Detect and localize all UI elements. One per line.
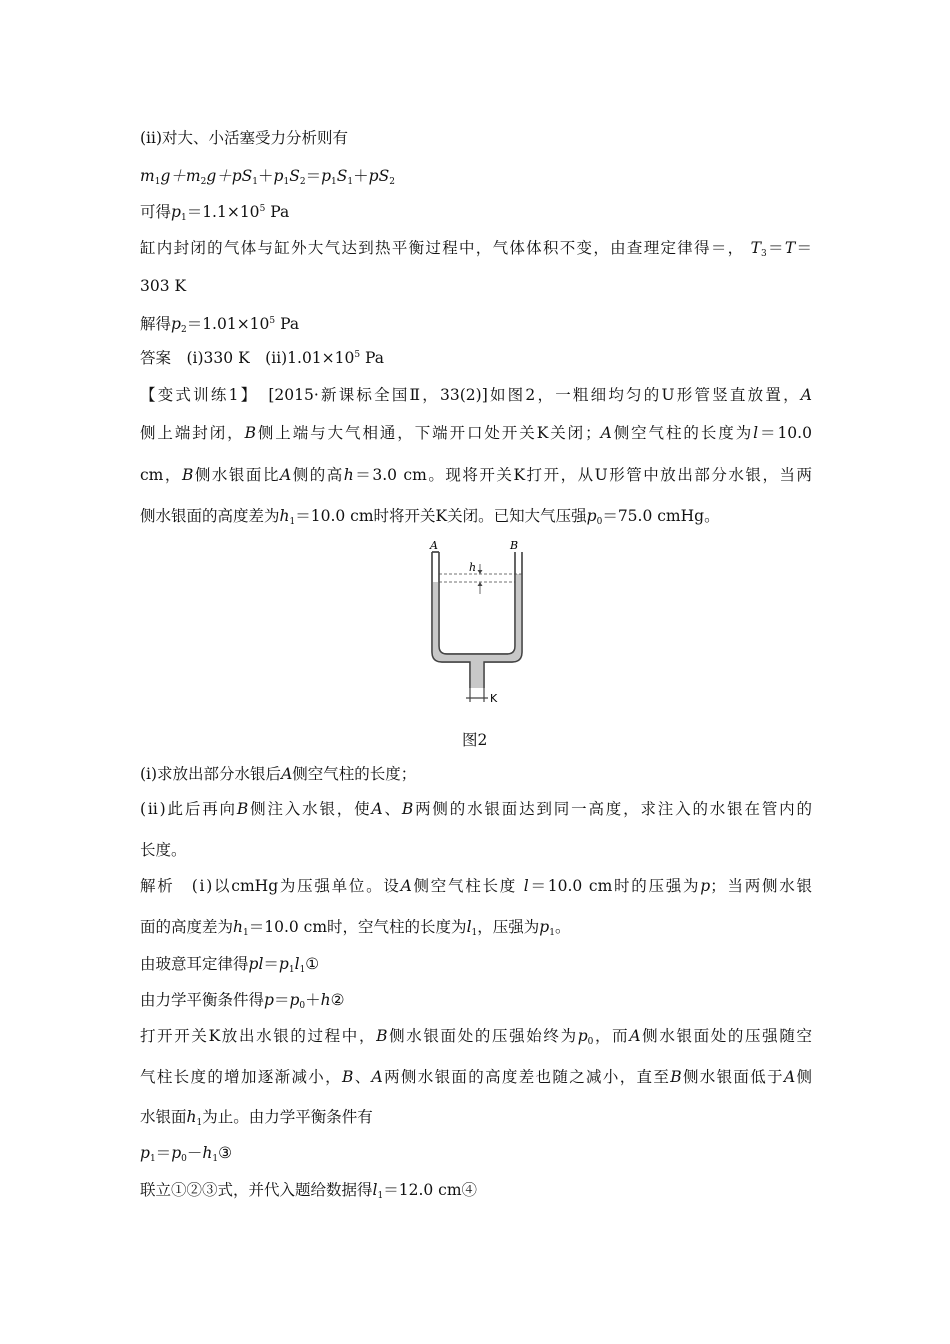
text-line-15: 解析 (ⅰ)以cmHg为压强单位。设A侧空气柱长度 l＝10.0 cm时的压强为p；当两侧水银 bbox=[140, 877, 812, 895]
text-line-17: 由玻意耳定律得$pl=p_1l_1①$ bbox=[140, 955, 320, 975]
text-line-10: cm，B侧水银面比A侧的高h＝3.0 cm。现将开关K打开，从U形管中放出部分水银，当两 bbox=[140, 466, 812, 484]
text-line-5: 303 K bbox=[140, 277, 187, 295]
text-line-13: (ⅱ)此后再向B侧注入水银，使A、B两侧的水银面达到同一高度，求注入的水银在管内的 bbox=[140, 800, 812, 818]
text-line-14: 长度。 bbox=[140, 841, 187, 859]
text-line-23: 联立①②③式，并代入题给数据得$l_1=12.0$ cm④ bbox=[140, 1181, 478, 1201]
text-line-7: 答案 (ⅰ)330 K $(ⅱ)1.01\times 10^5$ Pa bbox=[140, 349, 385, 367]
arrow-down-icon bbox=[478, 570, 483, 574]
text-line-2: $m_1g+m_2g+pS_1+p_1S_2=p_1S_1+pS_2$ bbox=[140, 167, 395, 187]
text-line-19: 打开开关K放出水银的过程中，B侧水银面处的压强始终为$p_0$，而A侧水银面处的压强随空 bbox=[140, 1027, 812, 1047]
figure-caption: 图2 bbox=[462, 731, 488, 749]
text-line-9: 侧上端封闭，B侧上端与大气相通，下端开口处开关K关闭；A侧空气柱的长度为l＝10.0 bbox=[140, 424, 812, 442]
arrow-up-icon bbox=[478, 582, 483, 586]
text-line-3: 可得$p_1=1.1\times 10^5$ Pa bbox=[140, 203, 290, 223]
label-b: B bbox=[510, 539, 519, 552]
text-line-6: 解得$p_2=1.01\times 10^5$ Pa bbox=[140, 315, 300, 335]
text-line-18: 由力学平衡条件得$p=p_0+h②$ bbox=[140, 991, 345, 1011]
text-line-20: 气柱长度的增加逐渐减小，B、A两侧水银面的高度差也随之减小，直至B侧水银面低于A侧 bbox=[140, 1068, 812, 1086]
text-line-4: 缸内封闭的气体与缸外大气达到热平衡过程中，气体体积不变，由查理定律得＝， $T_3=T=$ bbox=[140, 239, 812, 259]
u-tube-figure bbox=[420, 538, 540, 708]
text-line-8: 【变式训练1】 [2015·新课标全国Ⅱ，33(2)]如图2，一粗细均匀的U形管竖直放置，A bbox=[140, 386, 812, 404]
text-line-16: 面的高度差为$h_1=10.0$ cm时，空气柱的长度为$l_1$，压强为$p_1$。 bbox=[140, 918, 571, 938]
label-a: A bbox=[430, 539, 438, 552]
label-k: K bbox=[490, 692, 498, 705]
text-line-1: (ⅱ)对大、小活塞受力分析则有 bbox=[140, 129, 349, 147]
text-line-21: 水银面$h_1$为止。由力学平衡条件有 bbox=[140, 1108, 373, 1128]
mercury-fill bbox=[433, 574, 521, 688]
text-line-11: 侧水银面的高度差为$h_1=10.0$ cm时将开关K关闭。已知大气压强$p_0=75.0$ cmHg。 bbox=[140, 507, 720, 527]
text-line-22: $p_1=p_0-h_1③$ bbox=[140, 1144, 232, 1164]
label-h: h bbox=[469, 561, 477, 574]
text-line-12: (ⅰ)求放出部分水银后A侧空气柱的长度； bbox=[140, 765, 417, 783]
